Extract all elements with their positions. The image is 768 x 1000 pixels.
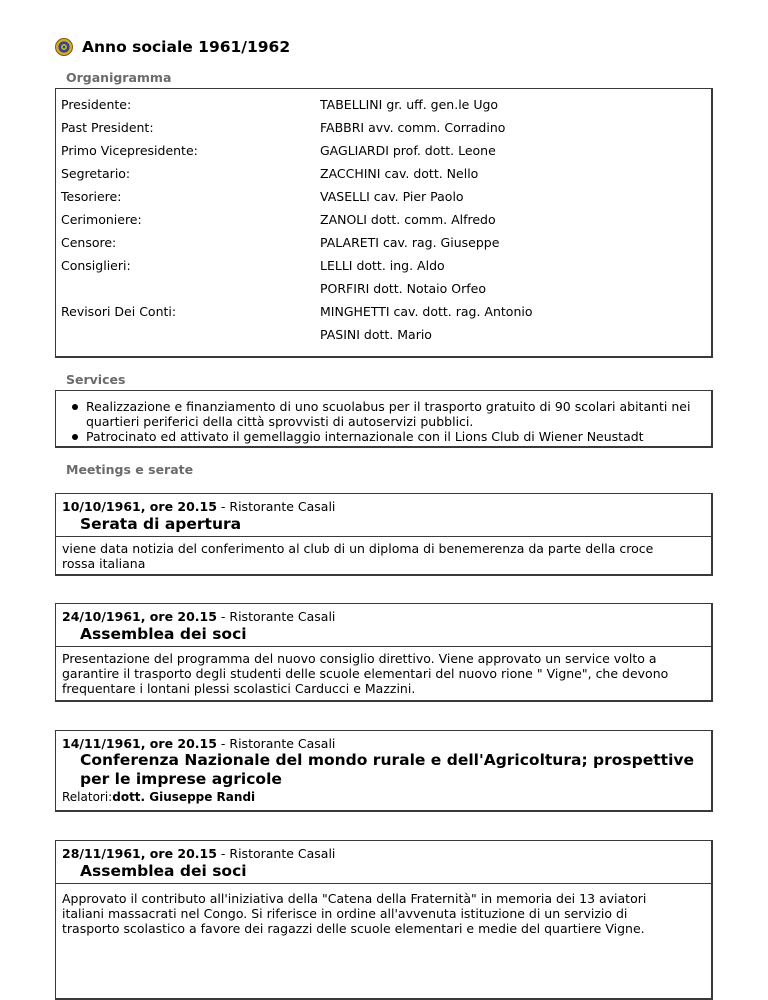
org-row [56, 323, 711, 346]
org-role: Primo Vicepresidente: [61, 143, 198, 158]
org-role: Past President: [61, 120, 154, 135]
org-row [56, 162, 711, 185]
list-item: Realizzazione e finanziamento di uno scuolabus per il trasporto gratuito di 90 scolari abitanti nei quartieri periferici della città sprovvisti di autoservizi pubblici. [70, 399, 703, 429]
meeting-title: Serata di apertura [80, 515, 242, 533]
organigramma-heading: Organigramma [66, 70, 172, 85]
org-role: Censore: [61, 235, 117, 250]
meeting-card [55, 603, 713, 702]
services-heading: Services [66, 372, 126, 387]
divider [56, 883, 711, 884]
meeting-description: viene data notizia del conferimento al club di un diploma di benemerenza da parte della croce rossa italiana [62, 541, 654, 571]
meeting-description: Presentazione del programma del nuovo consiglio direttivo. Viene approvato un service volto a garantire il trasporto degli studenti delle scuole elementari del nuovo rione " Vigne", che devono frequentare i lontani plessi scolastici Carducci e Mazzini. [62, 651, 669, 696]
org-row [56, 277, 711, 300]
org-name: PASINI dott. Mario [320, 327, 432, 342]
org-name: ZANOLI dott. comm. Alfredo [320, 212, 496, 227]
org-row [56, 116, 711, 139]
meetings-heading: Meetings e serate [66, 462, 194, 477]
meeting-date: 28/11/1961, ore 20.15 [62, 846, 217, 861]
org-name: ZACCHINI cav. dott. Nello [320, 166, 479, 181]
meeting-place: - Ristorante Casali [216, 609, 336, 624]
org-row [56, 300, 711, 323]
org-name: VASELLI cav. Pier Paolo [320, 189, 464, 204]
divider [56, 646, 711, 647]
speaker-name: dott. Giuseppe Randi [112, 790, 256, 804]
meeting-header [62, 846, 335, 861]
meeting-card [55, 730, 713, 812]
org-row [56, 93, 711, 116]
page-title: Anno sociale 1961/1962 [82, 38, 291, 56]
meeting-header [62, 499, 335, 514]
org-name: FABBRI avv. comm. Corradino [320, 120, 506, 135]
org-name: PALARETI cav. rag. Giuseppe [320, 235, 500, 250]
meeting-place: - Ristorante Casali [216, 499, 336, 514]
services-box [55, 390, 713, 448]
org-name: PORFIRI dott. Notaio Orfeo [320, 281, 486, 296]
meeting-title: Assemblea dei soci [80, 625, 247, 643]
speakers-label: Relatori: [62, 790, 113, 804]
organigramma-box [55, 88, 713, 358]
meeting-date: 10/10/1961, ore 20.15 [62, 499, 217, 514]
meeting-header [62, 609, 335, 624]
meeting-date: 24/10/1961, ore 20.15 [62, 609, 217, 624]
org-name: GAGLIARDI prof. dott. Leone [320, 143, 496, 158]
org-row [56, 231, 711, 254]
meeting-title: Conferenza Nazionale del mondo rurale e dell'Agricoltura; prospettive per le imprese agricole [80, 751, 695, 788]
meeting-card [55, 840, 713, 1000]
org-row [56, 208, 711, 231]
org-row [56, 139, 711, 162]
org-row [56, 254, 711, 277]
org-role: Revisori Dei Conti: [61, 304, 177, 319]
org-row [56, 185, 711, 208]
org-role: Segretario: [61, 166, 131, 181]
org-name: MINGHETTI cav. dott. rag. Antonio [320, 304, 533, 319]
meeting-description: Approvato il contributo all'iniziativa della "Catena della Fraternità" in memoria dei 13 aviatori italiani massacrati nel Congo. Si riferisce in ordine all'avvenuta istituzione di un servizio di trasporto scolastico a favore dei ragazzi delle scuole elementari e medie del quartiere Vigne. [62, 891, 647, 936]
meeting-title: Assemblea dei soci [80, 862, 247, 880]
page-header [55, 36, 290, 58]
meeting-card [55, 493, 713, 576]
org-role: Consiglieri: [61, 258, 131, 273]
org-name: LELLI dott. ing. Aldo [320, 258, 445, 273]
divider [56, 536, 711, 537]
list-item: Patrocinato ed attivato il gemellaggio internazionale con il Lions Club di Wiener Neustadt [70, 429, 703, 444]
org-role: Tesoriere: [61, 189, 122, 204]
meeting-speakers [62, 790, 683, 805]
meeting-date: 14/11/1961, ore 20.15 [62, 736, 217, 751]
services-list [70, 399, 703, 444]
meeting-place: - Ristorante Casali [216, 736, 336, 751]
org-role: Cerimoniere: [61, 212, 142, 227]
meeting-place: - Ristorante Casali [216, 846, 336, 861]
meeting-header [62, 736, 335, 751]
lions-club-emblem-icon [55, 38, 73, 56]
org-name: TABELLINI gr. uff. gen.le Ugo [320, 97, 499, 112]
org-role: Presidente: [61, 97, 132, 112]
